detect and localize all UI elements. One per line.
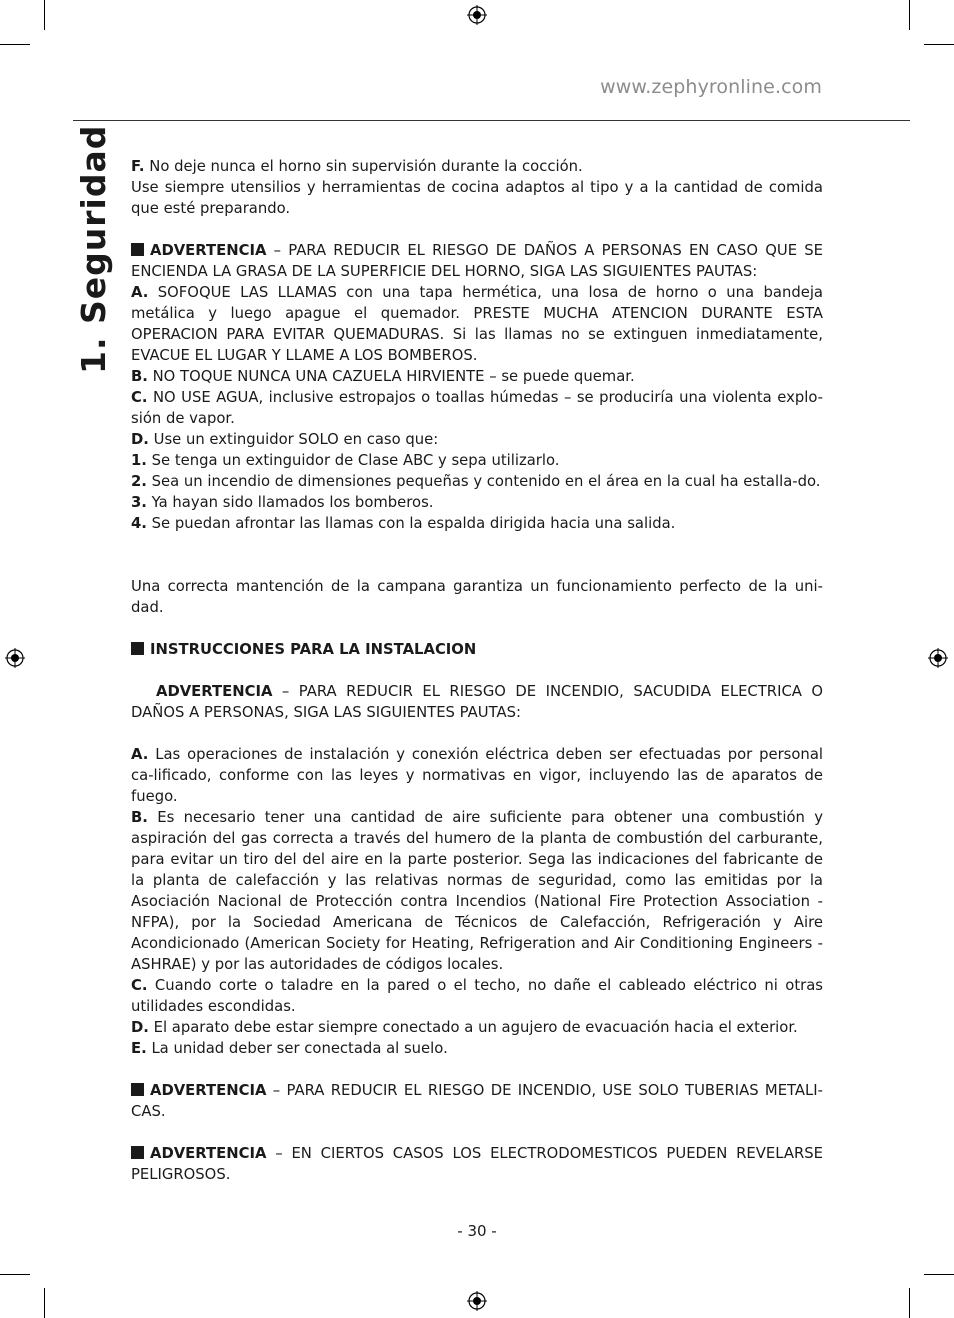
header-url: www.zephyronline.com xyxy=(600,76,822,98)
paragraph-utensils: Use siempre utensilios y herramientas de cocina adaptos al tipo y a la cantidad de comida que esté preparando. xyxy=(131,179,823,217)
registration-mark-icon xyxy=(928,648,948,668)
page-content xyxy=(131,156,823,1185)
install-item-d: D. El aparato debe estar siempre conectado a un agujero de evacuación hacia el exterior. xyxy=(131,1019,798,1036)
header-divider xyxy=(73,120,910,121)
item-2: 2. Sea un incendio de dimensiones pequeñas y contenido en el área en la cual ha estalla-do. xyxy=(131,473,821,490)
crop-mark xyxy=(909,0,910,30)
paragraph-f: F. No deje nunca el horno sin supervisión durante la cocción. xyxy=(131,158,583,175)
square-bullet-icon xyxy=(131,1146,144,1159)
square-bullet-icon xyxy=(131,243,144,256)
crop-mark xyxy=(44,1288,45,1318)
registration-mark-icon xyxy=(467,5,487,25)
crop-mark xyxy=(44,0,45,30)
item-3: 3. Ya hayan sido llamados los bomberos. xyxy=(131,494,434,511)
square-bullet-icon xyxy=(131,642,144,655)
item-c: C. NO USE AGUA, inclusive estropajos o toallas húmedas – se produciría una violenta explo-sión de vapor. xyxy=(131,389,823,427)
crop-mark xyxy=(924,1274,954,1275)
crop-mark xyxy=(0,44,30,45)
crop-mark xyxy=(924,44,954,45)
item-1: 1. Se tenga un extinguidor de Clase ABC y sepa utilizarlo. xyxy=(131,452,560,469)
section-title-vertical: 1. Seguridad xyxy=(74,124,113,374)
warning-1: ADVERTENCIA – PARA REDUCIR EL RIESGO DE DAÑOS A PERSONAS EN CASO QUE SE ENCIENDA LA GRASA DE LA SUPERFICIE DEL HORNO, SIGA LAS SIGUIENTES PAUTAS: xyxy=(131,242,823,280)
registration-mark-icon xyxy=(467,1291,487,1311)
crop-mark xyxy=(909,1288,910,1318)
item-d: D. Use un extinguidor SOLO en caso que: xyxy=(131,431,439,448)
item-a: A. SOFOQUE LAS LLAMAS con una tapa hermética, una losa de horno o una bandeja metálica y luego apague el quemador. PRESTE MUCHA ATENCION DURANTE ESTA OPERACION PARA EVITAR QUEMADURAS. Si las llamas no se extinguen inmediatamente, EVACUE EL LUGAR Y LLAME A LOS BOMBEROS. xyxy=(131,284,823,364)
square-bullet-icon xyxy=(131,1083,144,1096)
registration-mark-icon xyxy=(5,648,25,668)
install-item-b: B. Es necesario tener una cantidad de aire suficiente para obtener una combustión y aspiración del gas correcta a través del humero de la planta de combustión del carburante, para evitar un tiro del del aire en la parte posterior. Sega las indicaciones del fabricante de la planta de calefacción y las relativas normas de seguridad, como las emitidas por la Asociación Nacional de Protección contra Incendios (National Fire Protection Association - NFPA), por la Sociedad Americana de Técnicos de Calefacción, Refrigeración y Aire Acondicionado (American Society for Heating, Refrigeration and Air Conditioning Engineers - ASHRAE) y por las autoridades de códigos locales. xyxy=(131,809,823,973)
crop-mark xyxy=(0,1274,30,1275)
item-4: 4. Se puedan afrontar las llamas con la espalda dirigida hacia una salida. xyxy=(131,515,676,532)
warning-4: ADVERTENCIA – EN CIERTOS CASOS LOS ELECTRODOMESTICOS PUEDEN REVELARSE PELIGROSOS. xyxy=(131,1145,823,1183)
page-number: - 30 - xyxy=(457,1222,497,1240)
warning-2: ADVERTENCIA – PARA REDUCIR EL RIESGO DE INCENDIO, SACUDIDA ELECTRICA O DAÑOS A PERSONAS, SIGA LAS SIGUIENTES PAUTAS: xyxy=(131,683,823,721)
paragraph-maintenance: Una correcta mantención de la campana garantiza un funcionamiento perfecto de la uni-dad. xyxy=(131,578,823,616)
installation-heading: INSTRUCCIONES PARA LA INSTALACION xyxy=(131,639,823,660)
install-item-c: C. Cuando corte o taladre en la pared o el techo, no dañe el cableado eléctrico ni otras utilidades escondidas. xyxy=(131,977,823,1015)
install-item-e: E. La unidad deber ser conectada al suelo. xyxy=(131,1040,448,1057)
warning-3: ADVERTENCIA – PARA REDUCIR EL RIESGO DE INCENDIO, USE SOLO TUBERIAS METALI-CAS. xyxy=(131,1082,823,1120)
install-item-a: A. Las operaciones de instalación y conexión eléctrica deben ser efectuadas por personal ca-lificado, conforme con las leyes y normativas en vigor, incluyendo las de aparatos de fuego. xyxy=(131,746,823,805)
item-b: B. NO TOQUE NUNCA UNA CAZUELA HIRVIENTE – se puede quemar. xyxy=(131,368,635,385)
